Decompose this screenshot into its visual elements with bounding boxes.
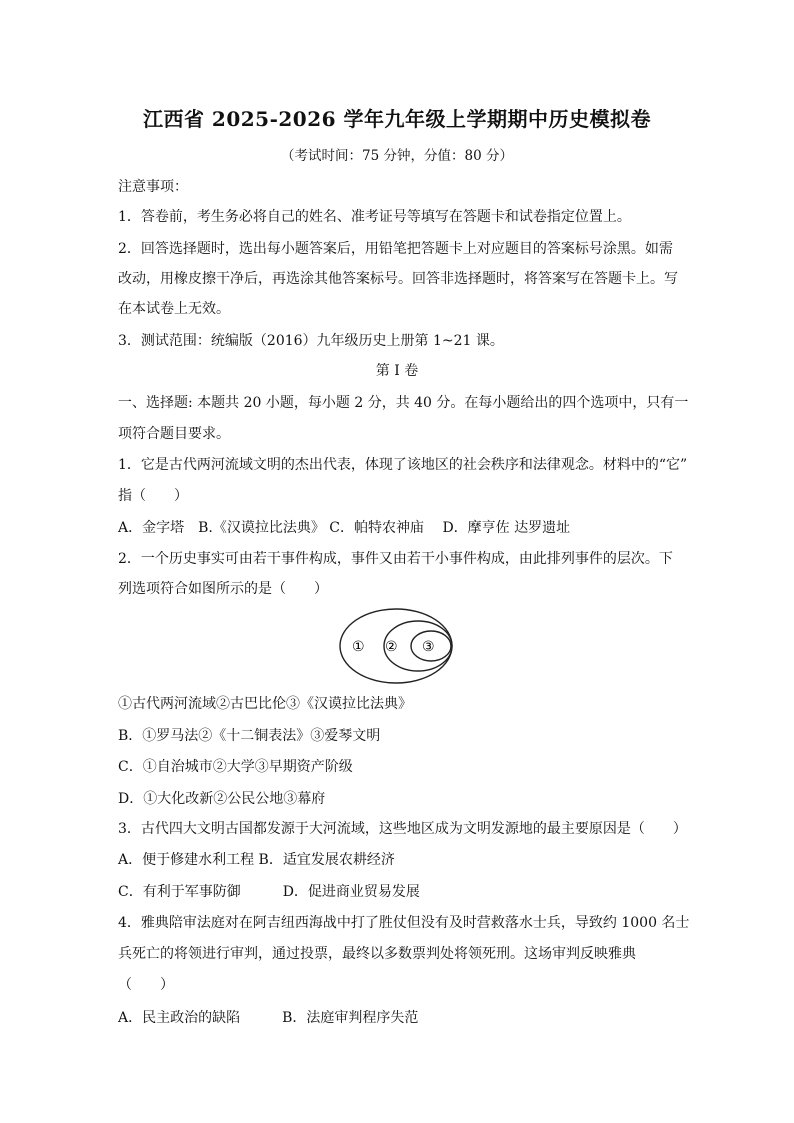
question-1-stem-cont: 指（ ） [118, 488, 188, 504]
question-4-options: A．民主政治的缺陷 B．法庭审判程序失范 [118, 1010, 419, 1026]
question-4-stem-cont: 兵死亡的将领进行审判，通过投票，最终以多数票判处将领死刑。这场审判反映雅典 [118, 946, 636, 962]
notice-item-2: 2．回答选择题时，选出每小题答案后，用铅笔把答题卡上对应题目的答案标号涂黑。如需 [118, 241, 673, 257]
page-title: 江西省 2025-2026 学年九年级上学期期中历史模拟卷 [142, 107, 652, 131]
question-2-option-c: C．①自治城市②大学③早期资产阶级 [118, 759, 353, 775]
question-3-options-ab: A．便于修建水利工程 B．适宜发展农耕经济 [118, 852, 395, 868]
notice-item-2-end: 在本试卷上无效。 [118, 301, 230, 317]
question-1-stem: 1．它是古代两河流域文明的杰出代表，体现了该地区的社会秩序和法律观念。材料中的“它” [118, 457, 688, 473]
question-1-options: A．金字塔 B.《汉谟拉比法典》 C．帕特农神庙 D．摩亨佐 达罗遗址 [118, 520, 571, 536]
section-intro-cont: 项符合题目要求。 [118, 426, 230, 442]
question-3-stem: 3．古代四大文明古国都发源于大河流域，这些地区成为文明发源地的最主要原因是（ ） [118, 821, 687, 837]
exam-info: （考试时间：75 分钟，分值：80 分） [281, 148, 513, 164]
question-2-option-a: ①古代两河流域②古巴比伦③《汉谟拉比法典》 [118, 696, 412, 712]
question-2-option-b: B．①罗马法②《十二铜表法》③爱琴文明 [118, 728, 381, 744]
question-3-options-cd: C．有利于军事防御 D．促进商业贸易发展 [118, 884, 420, 900]
notice-item-3: 3．测试范围：统编版（2016）九年级历史上册第 1~21 课。 [118, 333, 504, 349]
circle-label-1: ① [352, 639, 365, 655]
question-4-stem-end: （ ） [118, 977, 174, 993]
notice-item-1: 1．答卷前，考生务必将自己的姓名、准考证号等填写在答题卡和试卷指定位置上。 [118, 209, 631, 225]
notice-item-2-cont: 改动，用橡皮擦干净后，再选涂其他答案标号。回答非选择题时，将答案写在答题卡上。写 [118, 271, 678, 287]
part-label: 第 I 卷 [375, 363, 419, 379]
notice-heading: 注意事项： [118, 179, 188, 195]
question-2-stem: 2．一个历史事实可由若干事件构成，事件又由若干小事件构成，由此排列事件的层次。下 [118, 551, 673, 567]
section-intro: 一、选择题: 本题共 20 小题，每小题 2 分，共 40 分。在每小题给出的四个选项中，只有一 [118, 395, 689, 411]
nested-circles-diagram [338, 606, 458, 686]
circle-label-2: ② [385, 639, 398, 655]
question-2-option-d: D．①大化改新②公民公地③幕府 [118, 791, 326, 807]
circle-label-3: ③ [422, 639, 435, 655]
question-4-stem: 4．雅典陪审法庭对在阿吉纽西海战中打了胜仗但没有及时营救落水士兵，导致约 1000 名士 [118, 915, 690, 931]
question-2-stem-cont: 列选项符合如图所示的是（ ） [118, 581, 328, 597]
